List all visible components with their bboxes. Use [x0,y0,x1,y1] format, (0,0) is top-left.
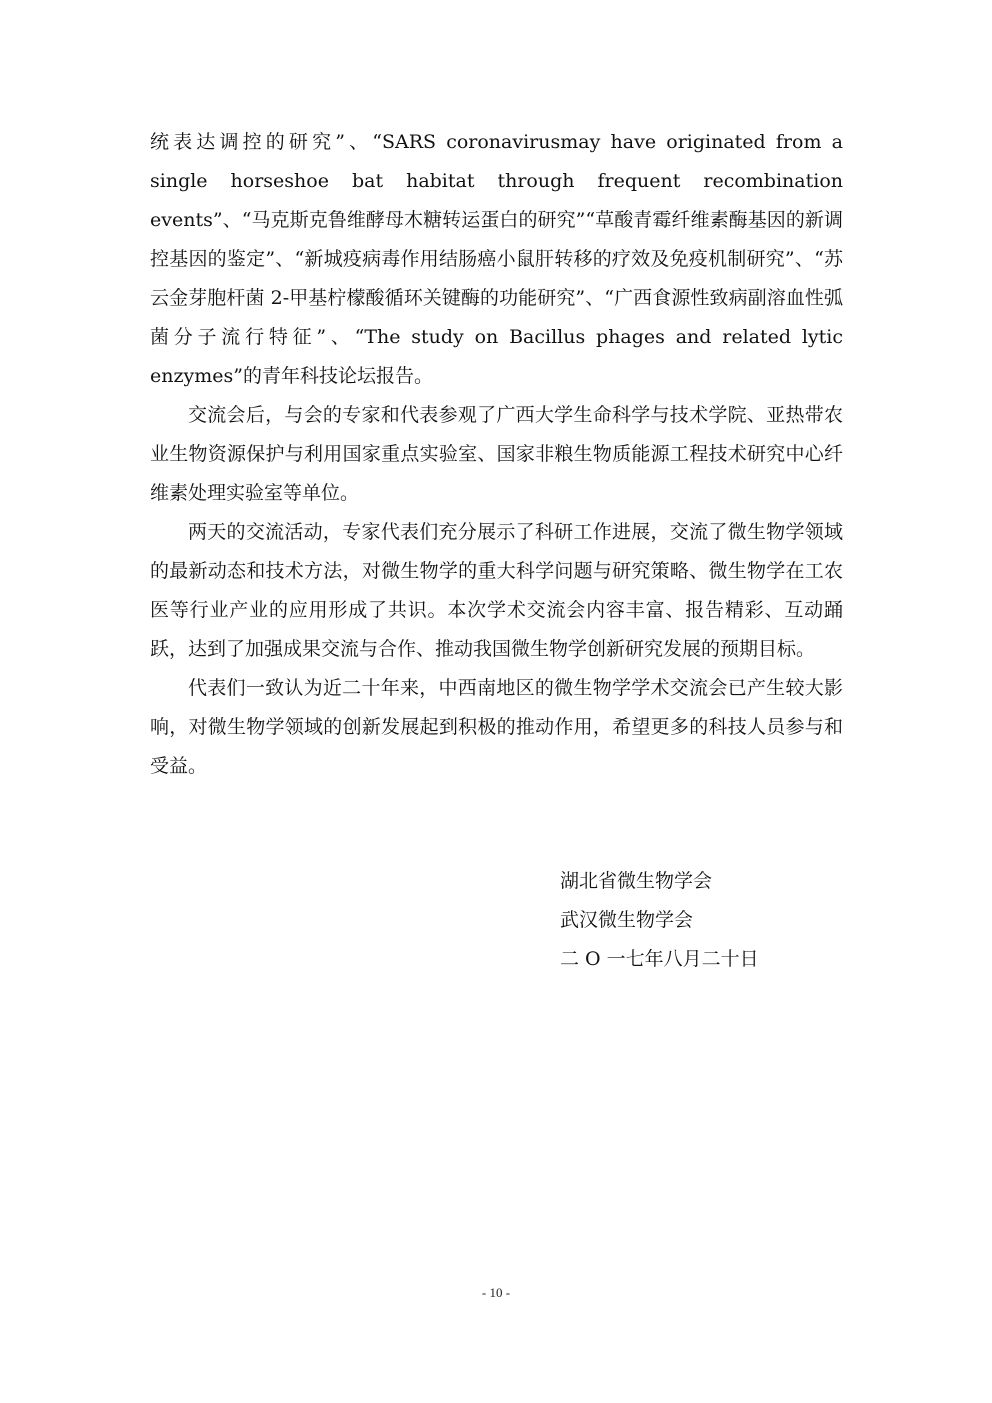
paragraph-exchange-summary: 两天的交流活动，专家代表们充分展示了科研工作进展，交流了微生物学领域的最新动态和技术方法，对微生物学的重大科学问题与研究策略、微生物学在工农医等行业产业的应用形成了共识。本次学术交流会内容丰富、报告精彩、互动踊跃，达到了加强成果交流与合作、推动我国微生物学创新研究发展的预期目标。 [150,521,843,660]
signature-org-hubei: 湖北省微生物学会 [560,870,713,892]
signature-org-wuhan: 武汉微生物学会 [560,909,694,931]
paragraph-conclusion: 代表们一致认为近二十年来，中西南地区的微生物学学术交流会已产生较大影响，对微生物学领域的创新发展起到积极的推动作用，希望更多的科技人员参与和受益。 [150,677,843,777]
paragraph-forum-reports: 统表达调控的研究”、“SARS coronavirusmay have originated from a single horseshoe bat habitat through frequent recombination events”、“马克斯克鲁维酵母木糖转运蛋白的研究”“草酸青霉纤维素酶基因的新调控基因的鉴定”、“新城疫病毒作用结肠癌小鼠肝转移的疗效及免疫机制研究”、“苏云金芽胞杆菌 2-甲基柠檬酸循环关键酶的功能研究”、“广西食源性致病副溶血性弧菌分子流行特征”、“The study on Bacillus phages and related lytic enzymes”的青年科技论坛报告。 [150,131,843,387]
signature-block [560,862,820,979]
signature-date: 二 O 一七年八月二十日 [560,948,759,970]
body-text [150,123,843,786]
paragraph-site-visit: 交流会后，与会的专家和代表参观了广西大学生命科学与技术学院、亚热带农业生物资源保护与利用国家重点实验室、国家非粮生物质能源工程技术研究中心纤维素处理实验室等单位。 [150,404,843,504]
page-number: - 10 - [481,1285,511,1300]
